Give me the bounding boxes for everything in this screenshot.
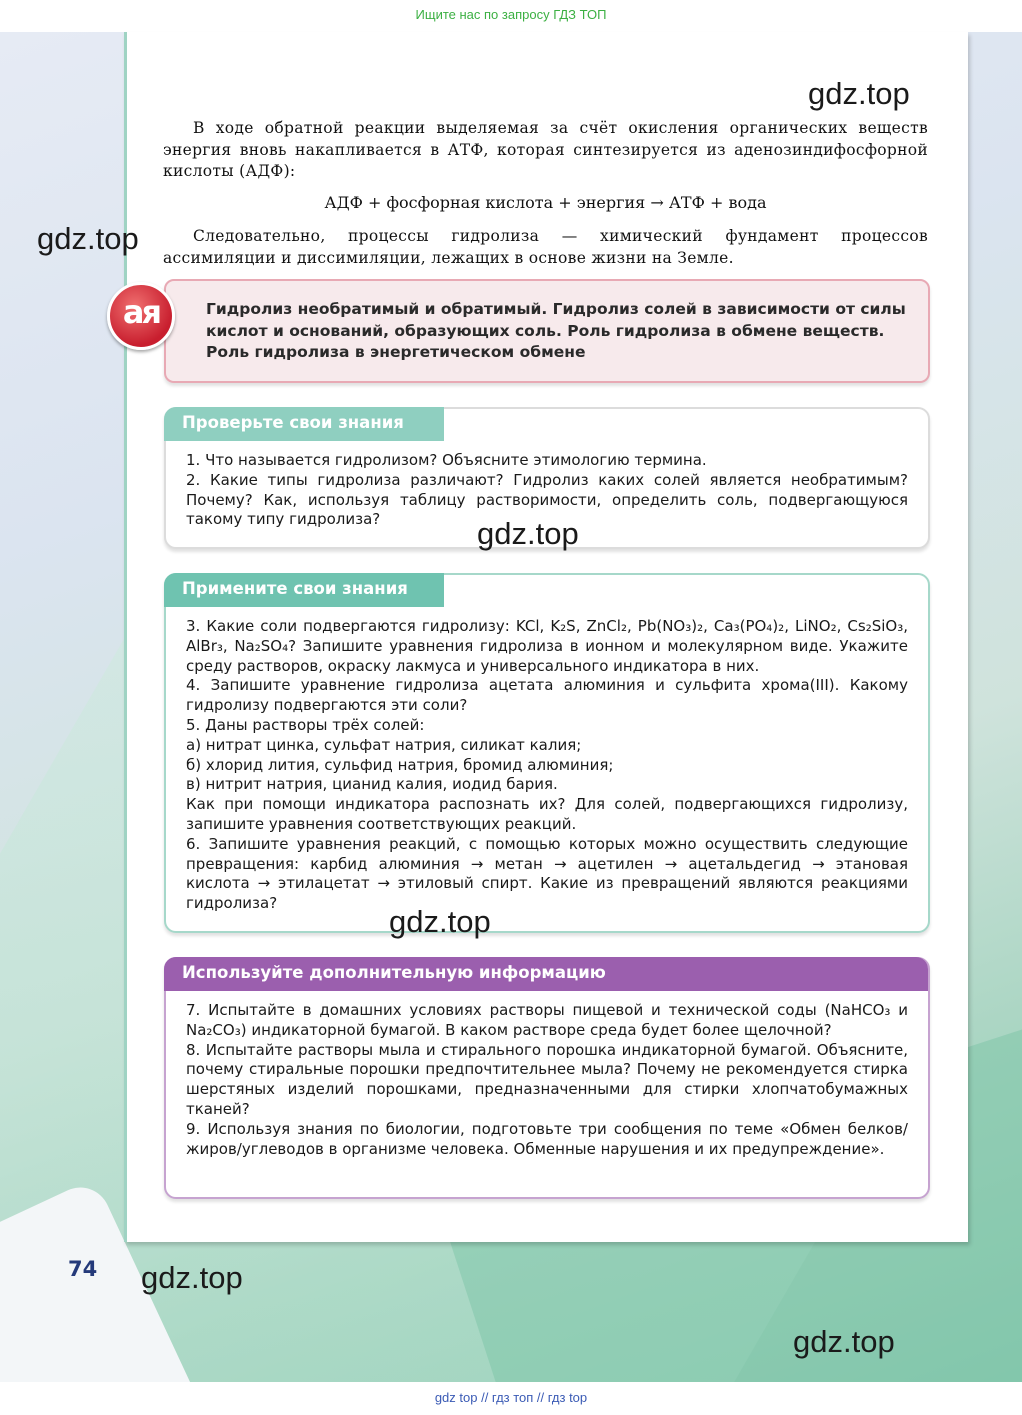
- question-5a: а) нитрат цинка, сульфат натрия, силикат калия;: [186, 735, 582, 754]
- question-2: 2. Какие типы гидролиза различают? Гидролиз каких солей является необратимым? Почему? Как, используя таблицу растворимости, определить соль, подвергающуюся такому типу гидролиза?: [186, 470, 908, 529]
- watermark: gdz.top: [808, 76, 910, 111]
- check-knowledge-title: Проверьте свои знания: [182, 413, 404, 432]
- bottom-banner: [0, 1382, 1022, 1415]
- question-5c: в) нитрит натрия, цианид калия, иодид бария.: [186, 775, 558, 794]
- question-5b: б) хлорид лития, сульфид натрия, бромид алюминия;: [186, 755, 614, 774]
- paragraph-atp: В ходе обратной реакции выделяемая за счёт окисления органических веществ энергия вновь накапливается в АТФ, которая синтезируется из аденозиндифосфорной кислоты (АДФ):: [163, 119, 928, 180]
- extra-questions: [186, 1001, 908, 1159]
- apply-knowledge-title: Примените свои знания: [182, 579, 408, 598]
- watermark: gdz.top: [37, 221, 139, 256]
- apply-knowledge-box: [164, 573, 930, 933]
- atp-equation: АДФ + фосфорная кислота + энергия → АТФ + вода: [324, 193, 767, 212]
- extra-info-header: [164, 957, 928, 991]
- keywords-text: Гидролиз необратимый и обратимый. Гидролиз солей в зависимости от силы кислот и оснований, образующих соль. Роль гидролиза в обмене веществ. Роль гидролиза в энергетическом обмене: [206, 300, 906, 361]
- paragraph-conclusion: Следовательно, процессы гидролиза — химический фундамент процессов ассимиляции и диссимиляции, лежащих в основе жизни на Земле.: [163, 227, 928, 267]
- top-banner: [0, 0, 1022, 32]
- apply-knowledge-header: [164, 573, 444, 607]
- check-knowledge-header: [164, 407, 444, 441]
- question-1: 1. Что называется гидролизом? Объясните этимологию термина.: [186, 451, 707, 469]
- keywords-box: [164, 279, 930, 383]
- question-6: 6. Запишите уравнения реакций, с помощью которых можно осуществить следующие превращения: карбид алюминия → метан → ацетилен → ацетальдегид → этановая кислота → этилацетат → этиловый спирт. Какие из превращений являются реакциями гидролиза?: [186, 834, 908, 913]
- keywords-icon-label: ая: [122, 293, 160, 331]
- watermark: gdz.top: [141, 1260, 243, 1295]
- watermark: gdz.top: [793, 1324, 895, 1359]
- extra-info-box: [164, 957, 930, 1199]
- question-4: 4. Запишите уравнение гидролиза ацетата алюминия и сульфита хрома(III). Какому гидролизу подвергаются эти соли?: [186, 676, 908, 715]
- page-number: 74: [68, 1257, 98, 1281]
- extra-info-title: Используйте дополнительную информацию: [182, 963, 606, 982]
- watermark: gdz.top: [477, 516, 579, 551]
- watermark: gdz.top: [389, 904, 491, 939]
- top-banner-text: Ищите нас по запросу ГДЗ ТОП: [415, 7, 607, 22]
- apply-questions: [186, 617, 908, 914]
- question-9: 9. Используя знания по биологии, подготовьте три сообщения по теме «Обмен белков/жиров/углеводов в организме человека. Обменные нарушения и их предупреждение».: [186, 1119, 908, 1158]
- keywords-icon: [107, 282, 175, 350]
- question-8: 8. Испытайте растворы мыла и стирального порошка индикаторной бумагой. Объясните, почему стиральные порошки предпочтительнее мыла? Почему не рекомендуется стирка шерстяных изделий порошками, предназначенными для стирки хлопчатобумажных тканей?: [186, 1040, 908, 1118]
- bottom-banner-text: gdz top // гдз топ // гдз top: [434, 1390, 588, 1405]
- question-7: 7. Испытайте в домашних условиях растворы пищевой и технической соды (NaHCO₃ и Na₂CO₃) индикаторной бумагой. В каком растворе среда будет более щелочной?: [186, 1001, 908, 1039]
- question-5: 5. Даны растворы трёх солей:: [186, 715, 425, 734]
- question-3: 3. Какие соли подвергаются гидролизу: KCl, K₂S, ZnCl₂, Pb(NO₃)₂, Ca₃(PO₄)₂, LiNO₂, Cs₂SiO₃, AlBr₃, Na₂SO₄? Запишите уравнения гидролиза в ионном и молекулярном виде. Укажите среду растворов, окраску лакмуса и универсального индикатора в них.: [186, 617, 908, 675]
- question-5d: Как при помощи индикатора распознать их? Для солей, подвергающихся гидролизу, запишите уравнения соответствующих реакций.: [186, 795, 908, 833]
